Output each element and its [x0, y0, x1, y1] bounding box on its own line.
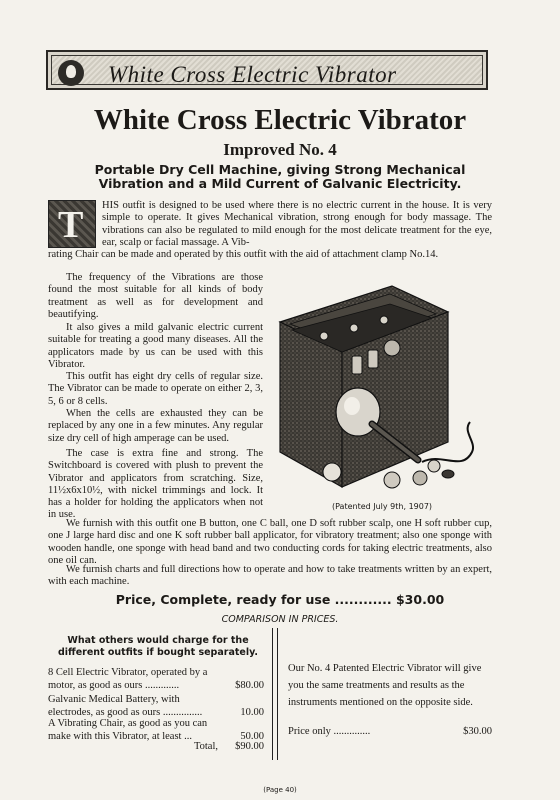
- comparison-item-desc: 8 Cell Electric Vibrator, operated by a motor, as good as ours .............: [48, 667, 208, 691]
- column-divider: [272, 628, 278, 760]
- column-paragraph-1: The frequency of the Vibrations are those found the most suitable for all kinds of body treatment as well as for development and beautifying.: [48, 272, 263, 320]
- column-paragraph-4: When the cells are exhausted they can be replaced by any one in a few minutes. Any regular size dry cell of high amperage can be used.: [48, 408, 263, 444]
- column-paragraph-5: The case is extra fine and strong. The Switchboard is covered with plush to prevent the Vibrator and applicators from scratching. Size, 11½x6x10½, with nickel trimmings and lock. It has a holder for holding the applicators when not in use.: [48, 448, 263, 521]
- furnish-paragraph-2: We furnish charts and full directions how to operate and how to take treatments written by an expert, with each machine.: [48, 564, 492, 588]
- furnish-paragraph-1: We furnish with this outfit one B button, one C ball, one D soft rubber scalp, one H soft rubber cup, one J large hard disc and one K soft rubber ball applicator, for vibratory treatment; also one sponge with wooden handle, one sponge with head band and two conducting cords for taking electric treatments, also one oil can.: [48, 518, 492, 566]
- page-title: White Cross Electric Vibrator: [93, 104, 467, 136]
- column-paragraph-2: It also gives a mild galvanic electric current suitable for treating a good many diseases. All the applicators made by us can be used with this Vibrator.: [48, 322, 263, 370]
- comparison-item: [48, 718, 264, 743]
- tagline: Portable Dry Cell Machine, giving Strong Mechanical Vibration and a Mild Current of Galvanic Electricity.: [94, 162, 466, 191]
- right-price-amount: $30.00: [463, 726, 492, 737]
- header-banner: [46, 50, 488, 90]
- comparison-item-amount: $80.00: [235, 679, 264, 691]
- dropcap-ornament: [48, 200, 96, 248]
- intro-paragraph: HIS outfit is designed to be used where there is no electric current in the house. It is very simple to operate. It gives Mechanical vibration, strong enough for body massage. The vibrations can also be regulated to mild enough for the most delicate treatment for the eye, ear, scalp or facial massage. A Vib-: [102, 200, 492, 248]
- comparison-right-text: Our No. 4 Patented Electric Vibrator will give you the same treatments and results as the instruments mentioned on the opposite side.: [288, 663, 482, 708]
- price-line: Price, Complete, ready for use ............ $30.00: [115, 592, 445, 607]
- comparison-item-amount: 50.00: [240, 730, 264, 742]
- comparison-left-header: What others would charge for the different outfits if bought separately.: [57, 635, 259, 658]
- page-subtitle: Improved No. 4: [223, 140, 337, 159]
- comparison-total-amount: $90.00: [235, 741, 264, 752]
- comparison-total-label: Total,: [193, 741, 218, 752]
- banner-title: White Cross Electric Vibrator: [108, 62, 397, 87]
- comparison-right-price: [288, 726, 492, 737]
- intro-paragraph-end: rating Chair can be made and operated by this outfit with the aid of attachment clamp No.14.: [48, 249, 439, 260]
- figure-caption: (Patented July 9th, 1907): [331, 502, 433, 511]
- comparison-item: [48, 694, 264, 719]
- vibrator-case-illustration: [272, 282, 492, 500]
- comparison-item: [48, 667, 264, 692]
- banner-panel: [51, 55, 483, 85]
- page-number: (Page 40): [263, 786, 297, 794]
- comparison-total: [48, 741, 264, 754]
- comparison-item-amount: 10.00: [240, 706, 264, 718]
- comparison-item-desc: A Vibrating Chair, as good as you can make with this Vibrator, at least ...: [48, 718, 208, 742]
- dropcap-letter: T: [58, 204, 84, 246]
- comparison-item-desc: Galvanic Medical Battery, with electrodes, as good as ours ...............: [48, 694, 203, 718]
- lightbulb-icon: [58, 60, 84, 86]
- right-price-label: Price only ..............: [288, 726, 371, 737]
- column-paragraph-3: This outfit has eight dry cells of regular size. The Vibrator can be made to operate on either 2, 3, 5, 6 or 8 cells.: [48, 371, 263, 407]
- comparison-title: COMPARISON IN PRICES.: [221, 614, 339, 625]
